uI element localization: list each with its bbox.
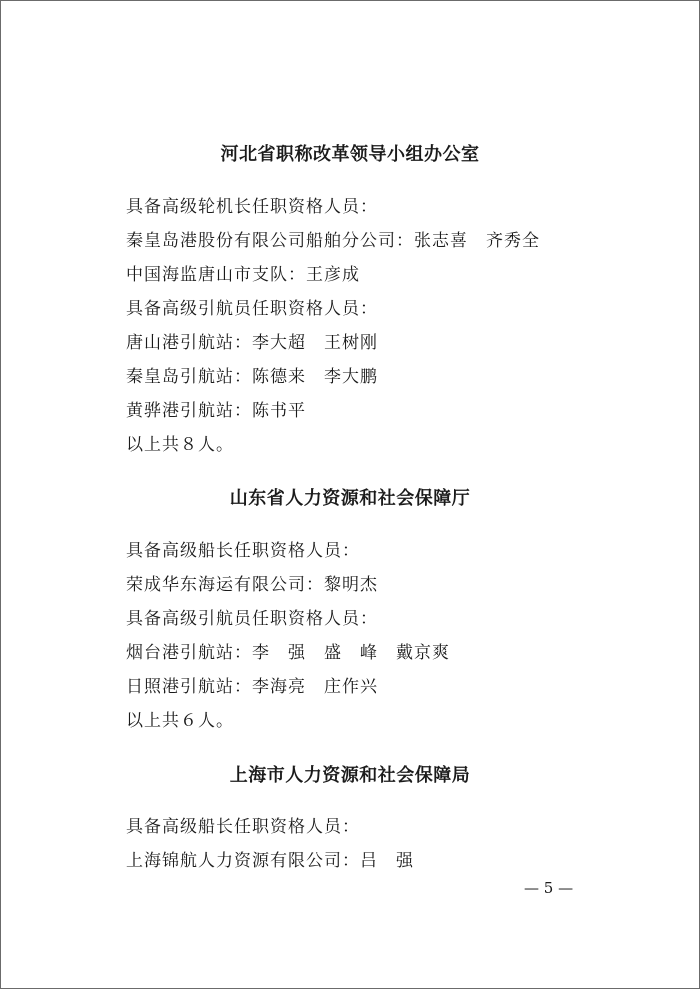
hebei-line-4: 具备高级引航员任职资格人员： — [126, 299, 378, 319]
section-title-hebei: 河北省职称改革领导小组办公室 — [220, 144, 480, 165]
shandong-line-4: 烟台港引航站：李 强 盛 峰 戴京爽 — [126, 643, 450, 663]
shandong-line-3: 具备高级引航员任职资格人员： — [126, 609, 378, 629]
shanghai-line-1: 具备高级船长任职资格人员： — [126, 817, 360, 837]
hebei-line-1: 具备高级轮机长任职资格人员： — [126, 197, 378, 217]
hebei-line-3: 中国海监唐山市支队：王彦成 — [126, 265, 360, 285]
page-number: — 5 — — [524, 879, 574, 897]
shandong-line-1: 具备高级船长任职资格人员： — [126, 541, 360, 561]
hebei-line-6: 秦皇岛引航站：陈德来 李大鹏 — [126, 367, 378, 387]
hebei-line-7: 黄骅港引航站：陈书平 — [126, 401, 306, 421]
shandong-line-2: 荣成华东海运有限公司：黎明杰 — [126, 575, 378, 595]
shanghai-line-2: 上海锦航人力资源有限公司：吕 强 — [126, 851, 414, 871]
section-title-shandong: 山东省人力资源和社会保障厅 — [229, 488, 471, 509]
shandong-line-6: 以上共６人。 — [126, 711, 234, 731]
hebei-line-5: 唐山港引航站：李大超 王树刚 — [126, 333, 378, 353]
hebei-line-2: 秦皇岛港股份有限公司船舶分公司：张志喜 齐秀全 — [126, 231, 540, 251]
shandong-line-5: 日照港引航站：李海亮 庄作兴 — [126, 677, 378, 697]
hebei-line-8: 以上共８人。 — [126, 435, 234, 455]
section-title-shanghai: 上海市人力资源和社会保障局 — [229, 765, 471, 786]
